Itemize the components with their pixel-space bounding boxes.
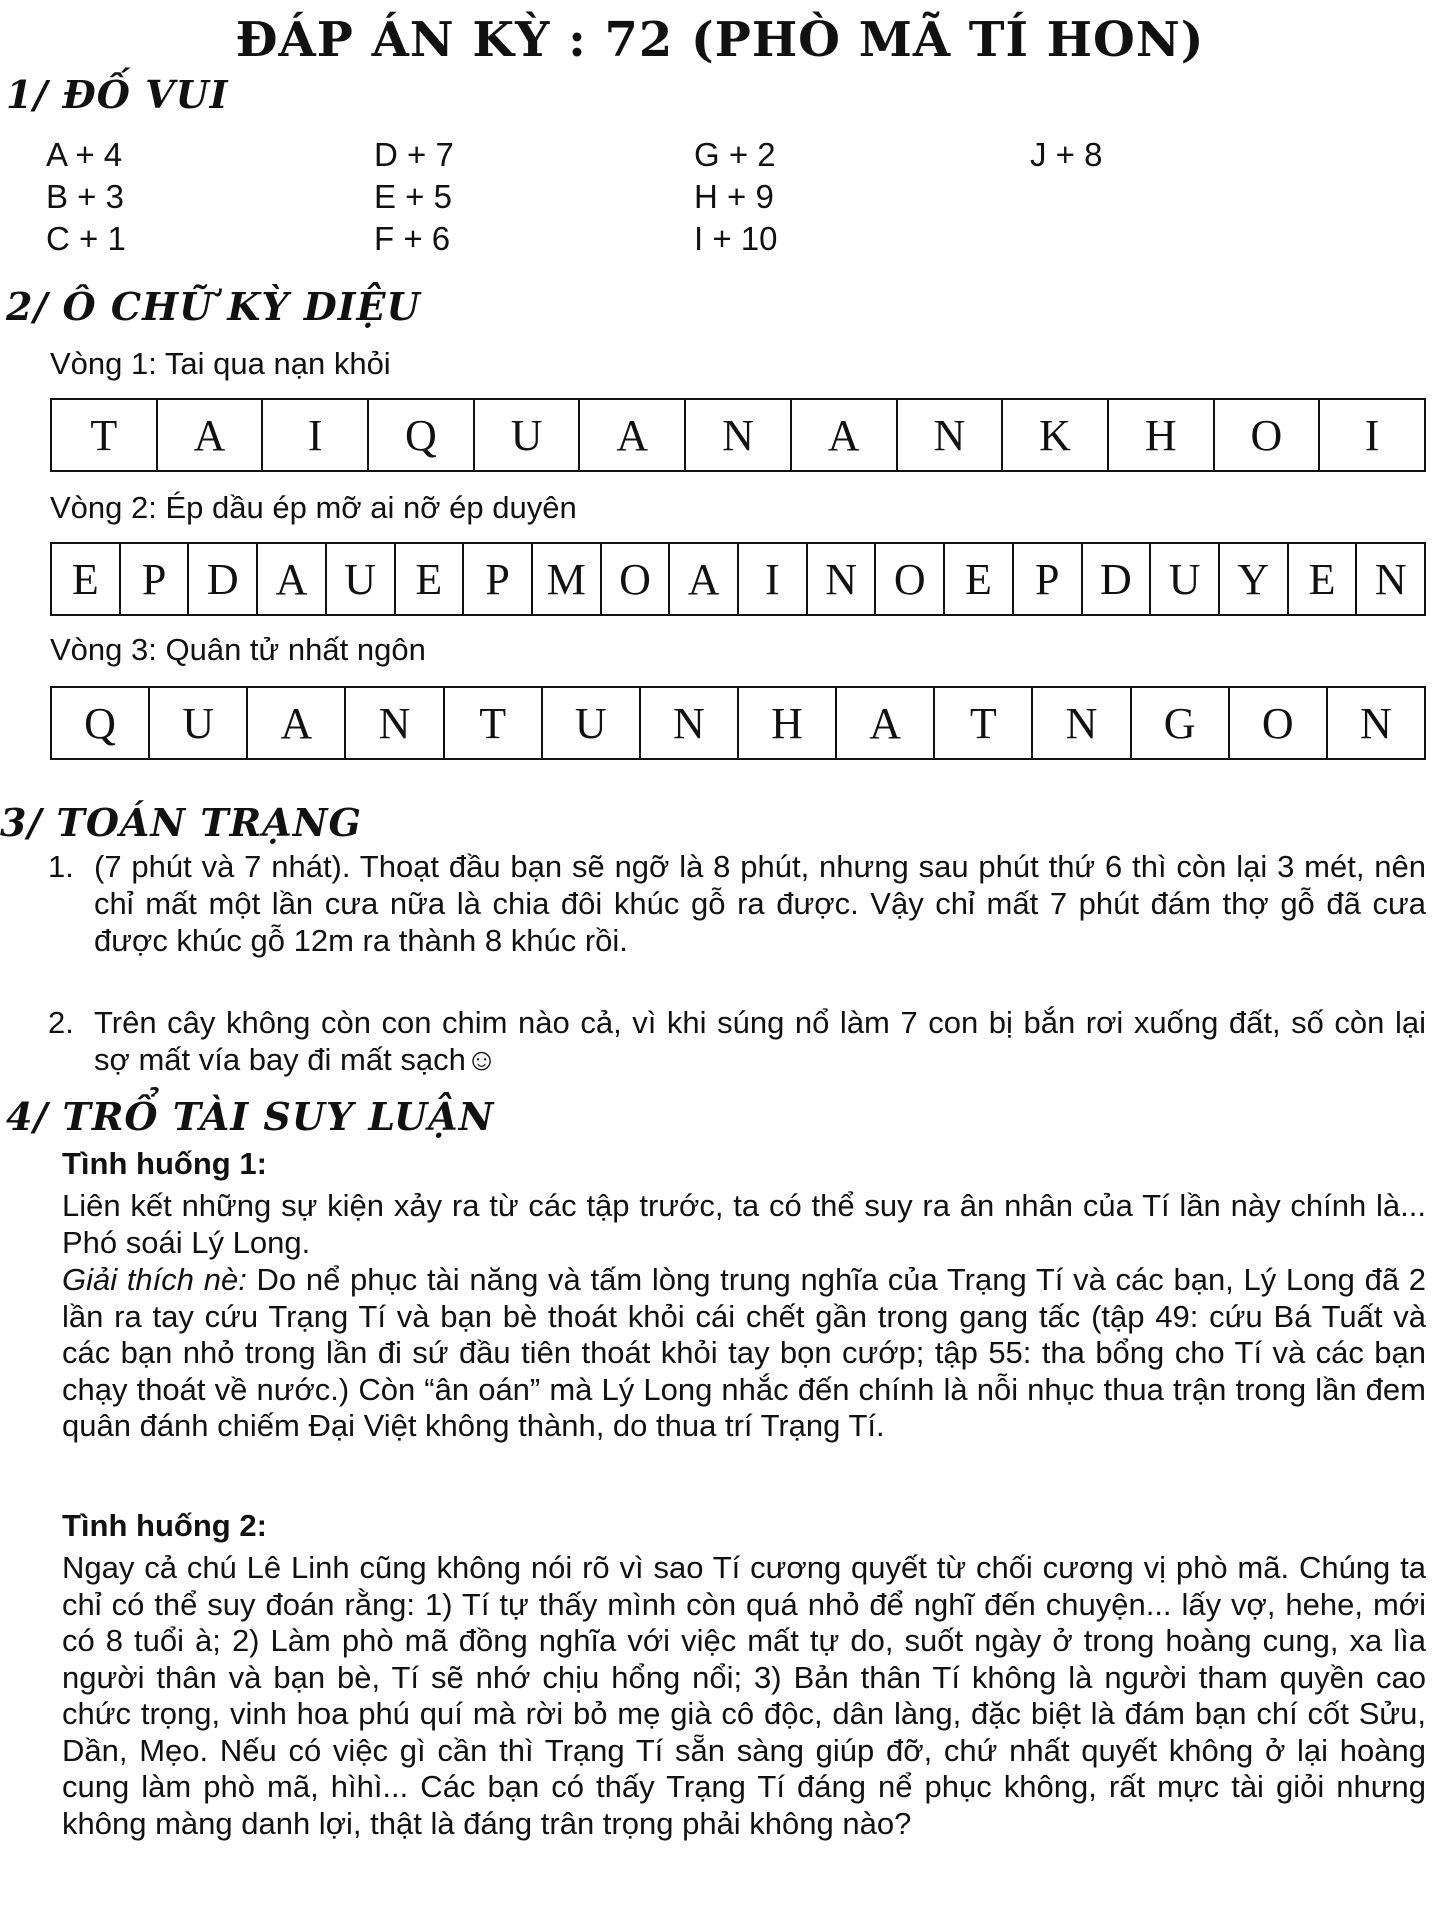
situation-1-answer: Liên kết những sự kiện xảy ra từ các tập trước, ta có thể suy ra ân nhân của Tí lần này chính là... Phó soái Lý Long.	[62, 1188, 1426, 1260]
letter-box: A	[837, 688, 935, 758]
riddle-answer: J + 8	[1030, 136, 1103, 173]
letter-box: T	[52, 400, 158, 470]
riddle-answer: D + 7	[374, 136, 454, 173]
letter-box: A	[158, 400, 264, 470]
letter-box: U	[475, 400, 581, 470]
letter-box: D	[189, 544, 258, 614]
letter-box: E	[396, 544, 465, 614]
letter-box: N	[686, 400, 792, 470]
explanation-text: Do nể phục tài năng và tấm lòng trung nghĩa của Trạng Tí và các bạn, Lý Long đã 2 lần ra tay cứu Trạng Tí và bạn bè thoát khỏi cái chết gần trong gang tấc (tập 49: cứu Bá Tuất và các bạn nhỏ trong lần đi sứ đầu tiên thoát khỏi tay bọn cướp; tập 55: tha bổng cho Tí và các bạn chạy thoát về nước.) Còn “ân oán” mà Lý Long nhắc đến chính là nỗi nhục thua trận trong lần đem quân đánh chiếm Đại Việt không thành, do thua trí Trạng Tí.	[62, 1262, 1426, 1443]
riddle-answer: G + 2	[694, 136, 776, 173]
explanation-label: Giải thích nè:	[62, 1262, 247, 1297]
riddle-answers-grid	[46, 136, 1146, 266]
riddle-answer: F + 6	[374, 220, 451, 257]
letter-box: N	[346, 688, 444, 758]
letter-box: N	[898, 400, 1004, 470]
round-1-letter-boxes	[50, 398, 1426, 472]
letter-box: N	[808, 544, 877, 614]
page-title: ĐÁP ÁN KỲ : 72 (PHÒ MÃ TÍ HON)	[235, 12, 1205, 68]
letter-box: A	[248, 688, 346, 758]
math-answer-1	[48, 848, 1426, 998]
list-number: 2.	[48, 1005, 74, 1040]
letter-box: E	[52, 544, 121, 614]
letter-box: G	[1132, 688, 1230, 758]
letter-box: O	[1215, 400, 1321, 470]
letter-box: P	[1014, 544, 1083, 614]
letter-box: I	[1364, 410, 1380, 460]
list-text: (7 phút và 7 nhát). Thoạt đầu bạn sẽ ngỡ là 8 phút, nhưng sau phút thứ 6 thì còn lại 3 mét, nên chỉ mất một lần cưa nữa là chia đôi khúc gỗ ra được. Vậy chỉ mất 7 phút đám thợ gỗ đã cưa được khúc gỗ 12m ra thành 8 khúc rồi.	[94, 849, 1426, 958]
riddle-answer: H + 9	[694, 178, 774, 215]
situation-2-heading: Tình huống 2:	[62, 1508, 267, 1543]
letter-box: P	[464, 544, 533, 614]
round-3-letter-boxes	[50, 686, 1426, 760]
letter-box: K	[1003, 400, 1109, 470]
letter-box: H	[739, 688, 837, 758]
letter-box: A	[580, 400, 686, 470]
riddle-answer: I + 10	[694, 220, 778, 257]
letter-box: N	[1033, 688, 1131, 758]
letter-box: P	[121, 544, 190, 614]
section-crossword-heading: 2/ Ô CHỮ KỲ DIỆU	[6, 284, 421, 329]
section-riddles-heading: 1/ ĐỐ VUI	[6, 72, 229, 117]
letter-box: T	[445, 688, 543, 758]
letter-box: A	[792, 400, 898, 470]
letter-box: O	[602, 544, 671, 614]
letter-box: T	[935, 688, 1033, 758]
letter-box: E	[1289, 544, 1358, 614]
section-math-heading: 3/ TOÁN TRẠNG	[0, 800, 362, 845]
list-text: Trên cây không còn con chim nào cả, vì khi súng nổ làm 7 con bị bắn rơi xuống đất, số còn lại sợ mất vía bay đi mất sạch☺	[94, 1005, 1426, 1077]
riddle-answer: B + 3	[46, 178, 124, 215]
letter-box: N	[641, 688, 739, 758]
situation-1-explanation	[62, 1262, 1426, 1445]
list-number: 1.	[48, 849, 74, 884]
letter-box: Q	[369, 400, 475, 470]
letter-box: H	[1109, 400, 1215, 470]
section-reasoning-heading: 4/ TRỔ TÀI SUY LUẬN	[6, 1094, 495, 1139]
situation-1-heading: Tình huống 1:	[62, 1146, 267, 1181]
letter-box: U	[1151, 544, 1220, 614]
letter-box: Y	[1220, 544, 1289, 614]
math-answer-2	[48, 1004, 1426, 1080]
letter-box: A	[670, 544, 739, 614]
riddle-answer: A + 4	[46, 136, 123, 173]
letter-box: N	[1374, 554, 1407, 604]
letter-box: O	[876, 544, 945, 614]
situation-2-text: Ngay cả chú Lê Linh cũng không nói rõ vì sao Tí cương quyết từ chối cương vị phò mã. Chúng ta chỉ có thể suy đoán rằng: 1) Tí tự thấy mình còn quá nhỏ để nghĩ đến chuyện... lấy vợ, hehe, mới có 8 tuổi à; 2) Làm phò mã đồng nghĩa với việc mất tự do, suốt ngày ở trong hoàng cung, xa lìa người thân và bạn bè, Tí sẽ nhớ chịu hổng nổi; 3) Bản thân Tí không là người tham quyền cao chức trọng, vinh hoa phú quí mà rời bỏ mẹ già cô độc, dân làng, đặc biệt là đám bạn chí cốt Sửu, Dần, Mẹo. Nếu có việc gì cần thì Trạng Tí sẵn sàng giúp đỡ, chứ nhất quyết không ở lại hoàng cung làm phò mã, hìhì... Các bạn có thấy Trạng Tí đáng nể phục không, rất mực tài giỏi nhưng không màng danh lợi, thật là đáng trân trọng phải không nào?	[62, 1550, 1426, 1841]
riddle-answer: E + 5	[374, 178, 452, 215]
letter-box: E	[945, 544, 1014, 614]
letter-box: U	[543, 688, 641, 758]
letter-box: Q	[52, 688, 150, 758]
letter-box: I	[739, 544, 808, 614]
letter-box: A	[258, 544, 327, 614]
round-2-letter-boxes	[50, 542, 1426, 616]
letter-box: U	[327, 544, 396, 614]
letter-box: N	[1360, 698, 1392, 748]
riddle-answer: C + 1	[46, 220, 126, 257]
letter-box: O	[1230, 688, 1328, 758]
round-1-label: Vòng 1: Tai qua nạn khỏi	[50, 346, 391, 381]
round-3-label: Vòng 3: Quân tử nhất ngôn	[50, 632, 426, 667]
letter-box: D	[1083, 544, 1152, 614]
letter-box: I	[263, 400, 369, 470]
letter-box: M	[533, 544, 602, 614]
round-2-label: Vòng 2: Ép dầu ép mỡ ai nỡ ép duyên	[50, 490, 577, 525]
letter-box: U	[150, 688, 248, 758]
